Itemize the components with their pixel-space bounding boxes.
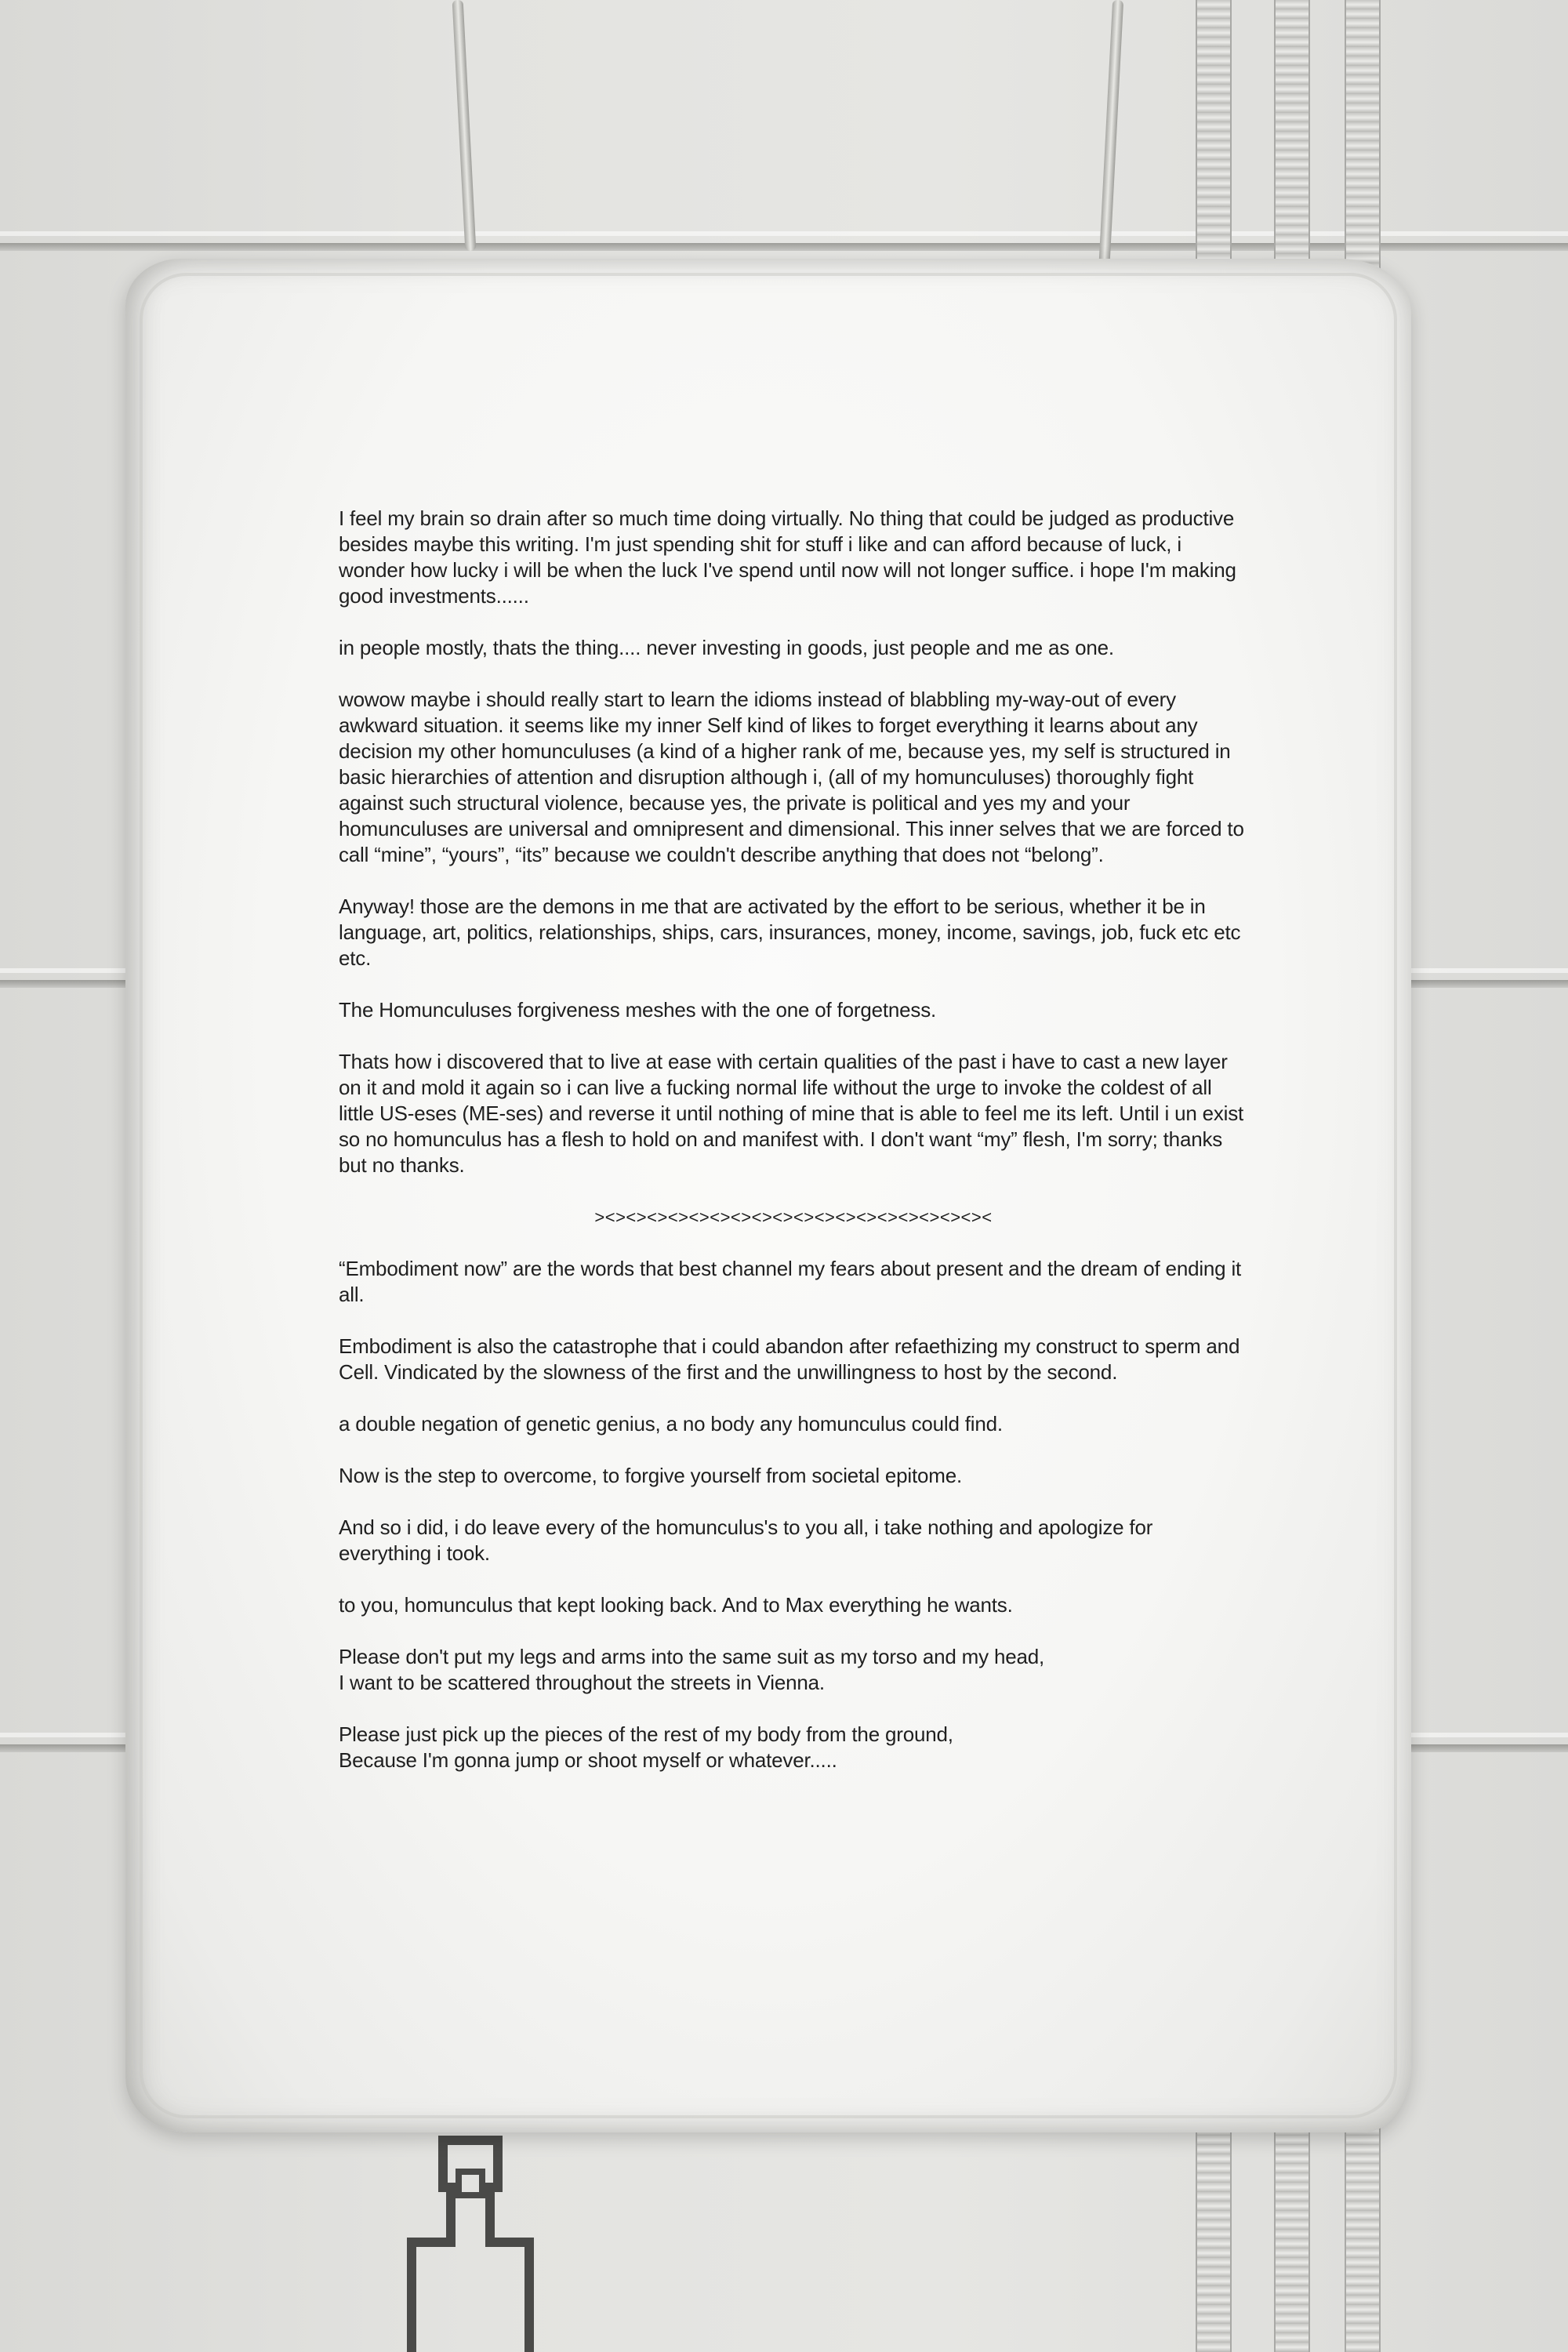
- letter-paragraph: Embodiment is also the catastrophe that i could abandon after refaethizing my construct to sperm and Cell. Vindicated by the slowness of the first and the unwillingness to host by the second.: [339, 1334, 1240, 1384]
- wall-outline-drawing: [396, 2125, 545, 2352]
- letter-paragraph: Please don't put my legs and arms into the same suit as my torso and my head, I want to be scattered throughout the streets in Vienna.: [339, 1645, 1045, 1694]
- letter-paragraph: to you, homunculus that kept looking back. And to Max everything he wants.: [339, 1593, 1013, 1617]
- letter-paragraph: Now is the step to overcome, to forgive yourself from societal epitome.: [339, 1464, 963, 1487]
- letter-paragraph: Please just pick up the pieces of the rest of my body from the ground, Because I'm gonna jump or shoot myself or whatever.....: [339, 1722, 953, 1772]
- letter-paragraph: Thats how i discovered that to live at ease with certain qualities of the past i have to cast a new layer on it and mold it again so i can live a fucking normal life without the urge to invoke the coldest of all little US-eses (ME-ses) and reverse it until nothing of mine that is able to feel me its left. Until i un exist so no homunculus has a flesh to hold on and manifest with. I don't want “my” flesh, I'm sorry; thanks but no thanks.: [339, 1050, 1244, 1177]
- letter-paragraph: The Homunculuses forgiveness meshes with the one of forgetness.: [339, 998, 937, 1022]
- wall-board-highlight: [0, 231, 1568, 236]
- letter-paragraph: Anyway! those are the demons in me that are activated by the effort to be serious, whether it be in language, art, politics, relationships, ships, cars, insurances, money, income, savings, job, fuck etc etc etc.: [339, 895, 1241, 970]
- letter-paragraph: a double negation of genetic genius, a no body any homunculus could find.: [339, 1412, 1003, 1436]
- letter-paragraph: in people mostly, thats the thing.... never investing in goods, just people and me as one.: [339, 636, 1114, 659]
- letter-paragraph: “Embodiment now” are the words that best channel my fears about present and the dream of ending it all.: [339, 1257, 1242, 1306]
- letter-paragraph: wowow maybe i should really start to learn the idioms instead of blabbling my-way-out of every awkward situation. it seems like my inner Self kind of likes to forget everything it learns about any decision my other homunculuses (a kind of a higher rank of me, because yes, my self is structured in basic hierarchies of attention and disruption although i, (all of my homunculuses) thoroughly fight against such structural violence, because yes, the private is political and yes my and your homunculuses are universal and omnipresent and dimensional. This inner selves that we are forced to call “mine”, “yours”, “its” because we couldn't describe anything that does not “belong”.: [339, 688, 1244, 866]
- letter-paragraph: I feel my brain so drain after so much time doing virtually. No thing that could be judged as productive besides maybe this writing. I'm just spending shit for stuff i like and can afford because of luck, i wonder how lucky i will be when the luck I've spend until now will not longer suffice. i hope I'm making good investments......: [339, 506, 1236, 608]
- printed-letter: [339, 506, 1248, 1799]
- wall-plank-seam: [0, 243, 1568, 251]
- section-divider: ><><><><><><><><><><><><><><><><><><><: [594, 1207, 993, 1227]
- letter-paragraph: And so i did, i do leave every of the homunculus's to you all, i take nothing and apologize for everything i took.: [339, 1515, 1153, 1565]
